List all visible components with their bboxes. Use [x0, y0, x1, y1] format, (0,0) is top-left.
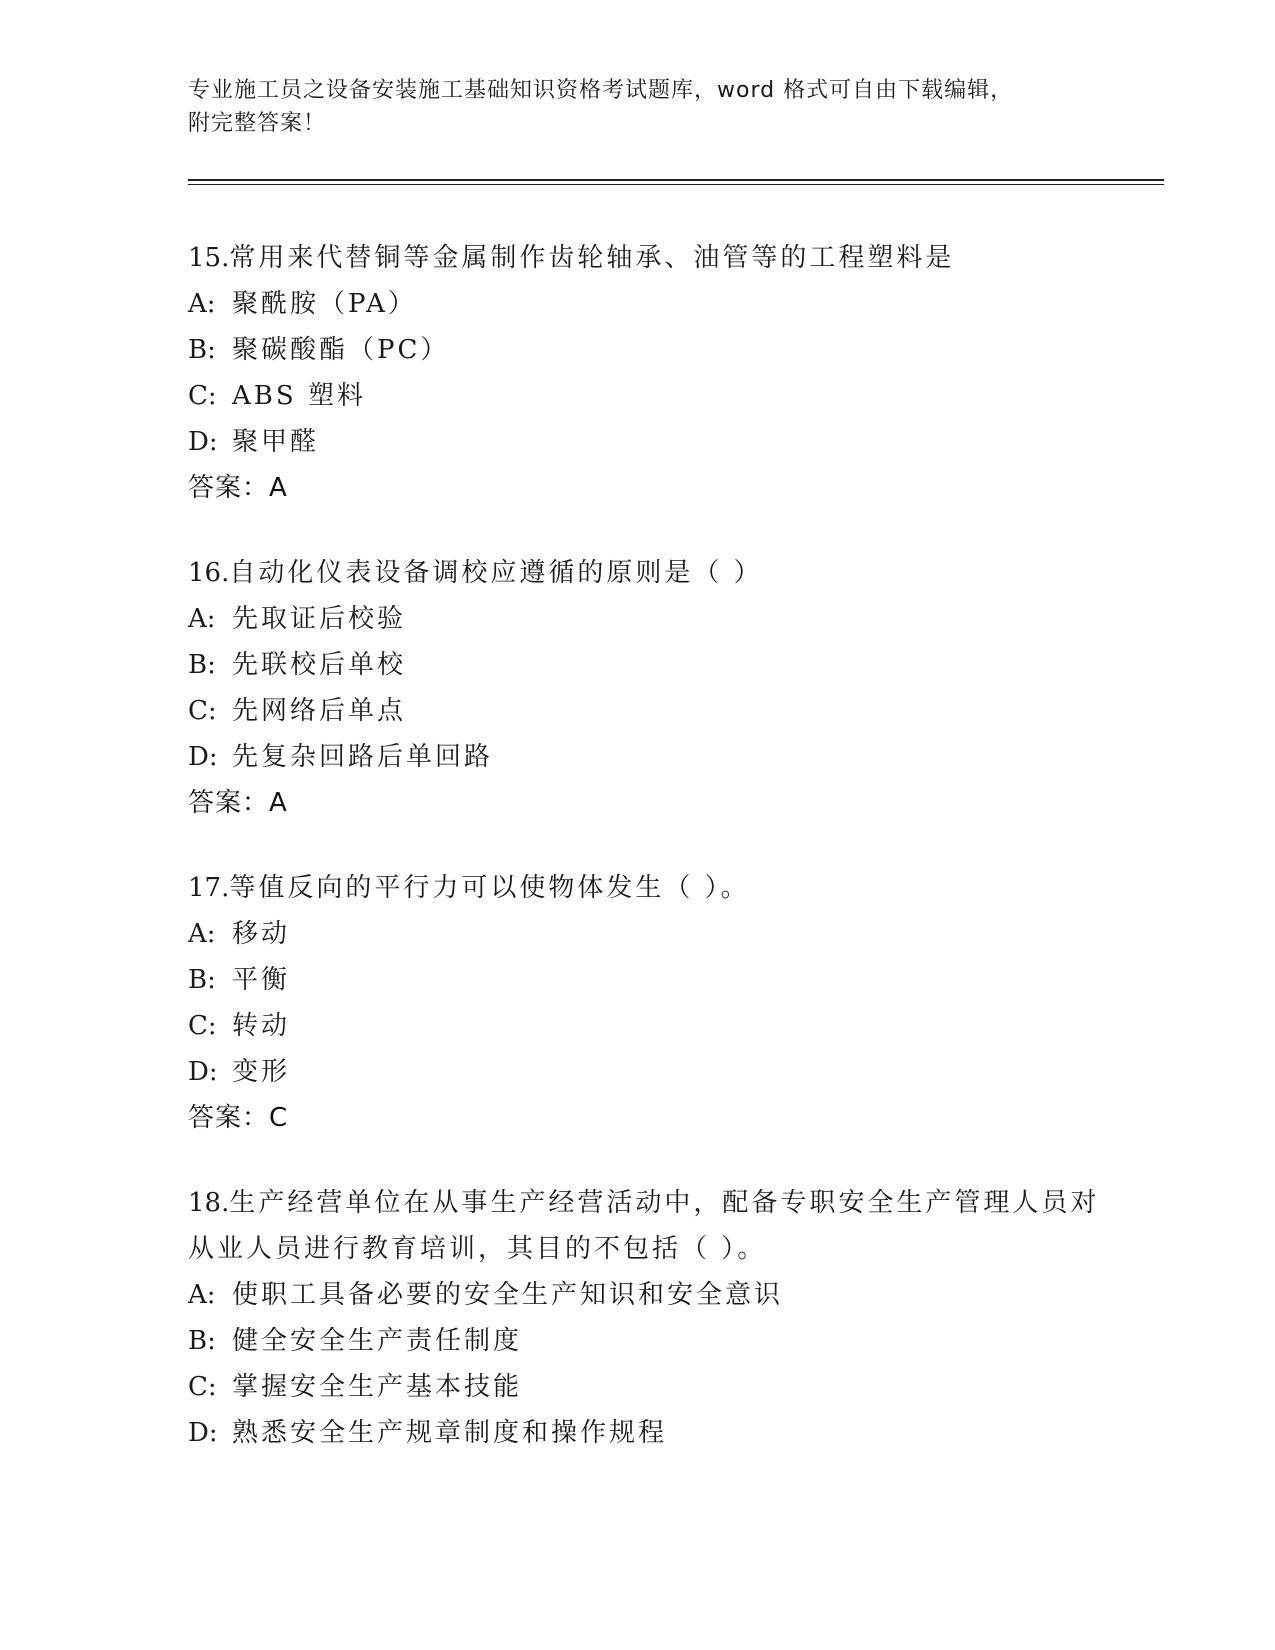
option-c	[188, 1003, 1128, 1049]
answer-line: 答案：A	[188, 473, 288, 503]
option-letter: C:	[188, 381, 217, 411]
option-c	[188, 373, 1128, 419]
question-list	[188, 235, 1128, 1495]
question-17	[188, 865, 1128, 1141]
option-a	[188, 1272, 1128, 1318]
option-letter: B:	[188, 965, 216, 995]
option-letter: D:	[188, 1418, 218, 1448]
option-letter: D:	[188, 742, 218, 772]
option-a	[188, 911, 1128, 957]
header-divider-bottom	[188, 184, 1164, 185]
option-letter: B:	[188, 335, 216, 365]
question-15	[188, 235, 1128, 511]
question-stem	[188, 1180, 1128, 1272]
question-stem	[188, 550, 1128, 596]
option-text: 先联校后单校	[232, 650, 407, 680]
question-number: 15.	[188, 243, 230, 273]
option-text: 聚碳酸酯（PC）	[232, 335, 450, 365]
option-d	[188, 734, 1128, 780]
question-16	[188, 550, 1128, 826]
option-text: 聚甲醛	[232, 427, 320, 457]
option-letter: C:	[188, 1372, 217, 1402]
option-b	[188, 642, 1128, 688]
question-number: 18.	[188, 1188, 230, 1218]
answer-line: 答案：C	[188, 1103, 289, 1133]
header-divider-top	[188, 179, 1164, 181]
question-text: 等值反向的平行力可以使物体发生（ ）。	[229, 873, 750, 903]
option-text: 熟悉安全生产规章制度和操作规程	[232, 1418, 668, 1448]
question-number: 16.	[188, 558, 230, 588]
option-text: 聚酰胺（PA）	[232, 289, 417, 319]
answer-line: 答案：A	[188, 788, 288, 818]
option-b	[188, 327, 1128, 373]
option-c	[188, 688, 1128, 734]
option-letter: A:	[188, 1280, 216, 1310]
question-number: 17.	[188, 873, 230, 903]
option-text: 使职工具备必要的安全生产知识和安全意识	[232, 1280, 784, 1310]
option-text: 变形	[232, 1057, 291, 1087]
header-line-1: 专业施工员之设备安装施工基础知识资格考试题库，word 格式可自由下载编辑，	[188, 78, 1014, 103]
option-text: 先复杂回路后单回路	[232, 742, 494, 772]
option-letter: A:	[188, 604, 216, 634]
option-text: ABS 塑料	[232, 381, 366, 411]
question-stem	[188, 235, 1128, 281]
header-line-2: 附完整答案！	[188, 111, 327, 136]
option-text: 移动	[232, 919, 291, 949]
option-a	[188, 281, 1128, 327]
question-text: 常用来代替铜等金属制作齿轮轴承、油管等的工程塑料是	[229, 243, 955, 273]
option-d	[188, 419, 1128, 465]
option-letter: A:	[188, 919, 216, 949]
option-letter: C:	[188, 1011, 217, 1041]
option-letter: B:	[188, 1326, 216, 1356]
option-b	[188, 1318, 1128, 1364]
option-text: 先网络后单点	[232, 696, 407, 726]
question-stem	[188, 865, 1128, 911]
option-text: 转动	[232, 1011, 291, 1041]
option-text: 平衡	[232, 965, 291, 995]
option-b	[188, 957, 1128, 1003]
option-letter: D:	[188, 427, 218, 457]
option-a	[188, 596, 1128, 642]
option-text: 健全安全生产责任制度	[232, 1326, 523, 1356]
question-text: 自动化仪表设备调校应遵循的原则是（ ）	[229, 558, 763, 588]
document-header	[188, 74, 1088, 140]
option-text: 先取证后校验	[232, 604, 407, 634]
option-letter: B:	[188, 650, 216, 680]
option-letter: D:	[188, 1057, 218, 1087]
option-c	[188, 1364, 1128, 1410]
option-d	[188, 1049, 1128, 1095]
option-d	[188, 1410, 1128, 1456]
question-18	[188, 1180, 1128, 1456]
question-text: 生产经营单位在从事生产经营活动中，配备专职安全生产管理人员对从业人员进行教育培训，其目的不包括（ ）。	[188, 1188, 1100, 1264]
option-letter: A:	[188, 289, 216, 319]
option-letter: C:	[188, 696, 217, 726]
option-text: 掌握安全生产基本技能	[232, 1372, 523, 1402]
